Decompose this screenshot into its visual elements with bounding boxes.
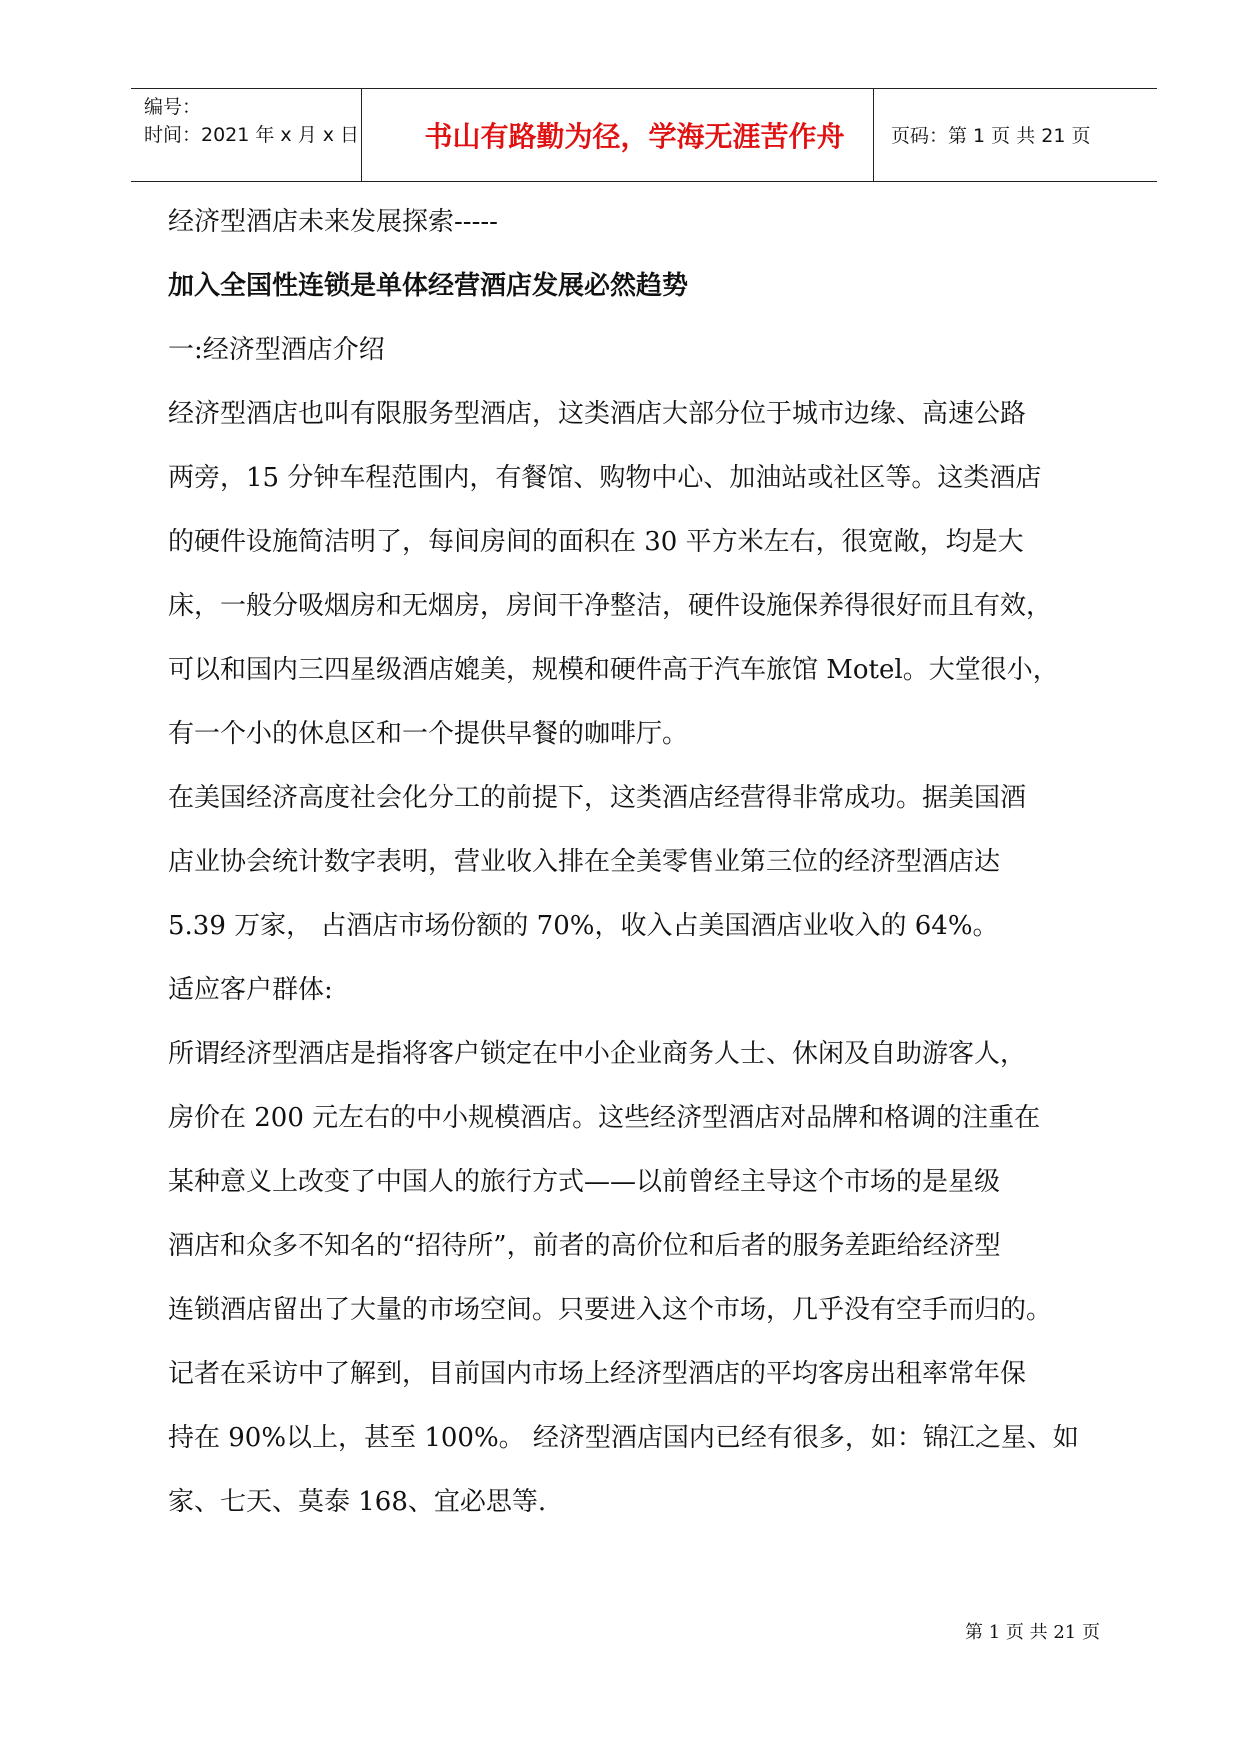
doc-subtitle: 加入全国性连锁是单体经营酒店发展必然趋势 (168, 271, 689, 301)
paragraph-line: 连锁酒店留出了大量的市场空间。只要进入这个市场，几乎没有空手而归的。 (168, 1295, 1053, 1325)
paragraph-line: 有一个小的休息区和一个提供早餐的咖啡厅。 (168, 719, 689, 749)
document-body (168, 190, 1128, 1534)
document-header (131, 88, 1157, 182)
paragraph-line: 两旁，15 分钟车程范围内，有餐馆、购物中心、加油站或社区等。这类酒店 (168, 463, 1042, 493)
paragraph-line: 某种意义上改变了中国人的旅行方式——以前曾经主导这个市场的是星级 (168, 1167, 1001, 1197)
paragraph-line: 可以和国内三四星级酒店媲美，规模和硬件高于汽车旅馆 Motel。大堂很小， (168, 655, 1059, 685)
paragraph-line: 在美国经济高度社会化分工的前提下，这类酒店经营得非常成功。据美国酒 (168, 783, 1027, 813)
paragraph-line: 店业协会统计数字表明，营业收入排在全美零售业第三位的经济型酒店达 (168, 847, 1001, 877)
paragraph-line: 所谓经济型酒店是指将客户锁定在中小企业商务人士、休闲及自助游客人， (168, 1039, 1027, 1069)
header-page-info: 页码：第 1 页 共 21 页 (891, 125, 1091, 147)
header-motto: 书山有路勤为径，学海无涯苦作舟 (424, 119, 845, 153)
paragraph-line: 家、七天、莫泰 168、宜必思等. (168, 1487, 547, 1517)
paragraph-line: 经济型酒店也叫有限服务型酒店，这类酒店大部分位于城市边缘、高速公路 (168, 399, 1027, 429)
page-footer: 第 1 页 共 21 页 (965, 1622, 1100, 1643)
header-time-label: 时间：2021 年 x 月 x 日 (144, 124, 360, 146)
paragraph-line: 记者在采访中了解到，目前国内市场上经济型酒店的平均客房出租率常年保 (168, 1359, 1027, 1389)
paragraph-line: 酒店和众多不知名的“招待所”，前者的高价位和后者的服务差距给经济型 (168, 1231, 1001, 1261)
paragraph-line: 房价在 200 元左右的中小规模酒店。这些经济型酒店对品牌和格调的注重在 (168, 1103, 1041, 1133)
header-meta (144, 93, 394, 149)
header-number-label: 编号： (144, 96, 202, 118)
section-heading: 一:经济型酒店介绍 (168, 335, 385, 365)
paragraph-line: 持在 90%以上，甚至 100%。 经济型酒店国内已经有很多，如：锦江之星、如 (168, 1423, 1079, 1453)
doc-title-line: 经济型酒店未来发展探索----- (168, 207, 498, 237)
paragraph-line: 床，一般分吸烟房和无烟房，房间干净整洁，硬件设施保养得很好而且有效， (168, 591, 1053, 621)
paragraph-line: 5.39 万家， 占酒店市场份额的 70%，收入占美国酒店业收入的 64%。 (168, 911, 999, 941)
section-heading: 适应客户群体: (168, 975, 333, 1005)
paragraph-line: 的硬件设施简洁明了，每间房间的面积在 30 平方米左右，很宽敞，均是大 (168, 527, 1024, 557)
